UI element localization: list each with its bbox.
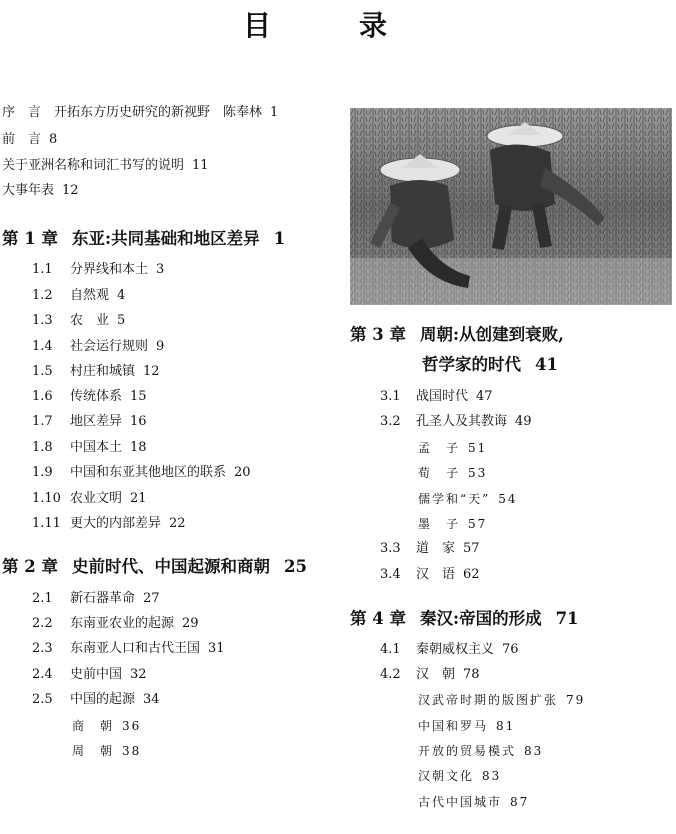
section-page: 15 [130, 389, 147, 404]
page-title: 目 录 [242, 9, 417, 42]
subsection-page: 81 [496, 719, 516, 733]
section-number: 2.1 [32, 591, 53, 606]
chapter-title: 东亚:共同基础和地区差异 [71, 229, 260, 248]
section-page: 3 [156, 262, 165, 277]
chapter-title: 秦汉:帝国的形成 [419, 609, 542, 628]
section-number: 3.4 [380, 567, 401, 582]
toc-section[interactable] [32, 364, 168, 380]
section-title: 地区差异 [70, 414, 123, 429]
toc-section[interactable] [380, 414, 540, 430]
toc-section[interactable] [32, 641, 233, 657]
toc-section[interactable] [32, 339, 172, 355]
section-number: 1.10 [32, 491, 61, 506]
toc-section[interactable] [32, 667, 155, 683]
toc-subsection[interactable] [418, 465, 495, 481]
toc-section[interactable] [32, 414, 155, 430]
toc-subsection[interactable] [418, 768, 509, 784]
section-page: 29 [182, 616, 199, 631]
subsection-page: 83 [524, 744, 544, 758]
toc-section[interactable] [380, 667, 488, 683]
toc-section[interactable] [380, 567, 488, 583]
section-title: 分界线和本土 [70, 262, 149, 277]
subsection-page: 87 [510, 795, 530, 809]
toc-section[interactable] [380, 541, 488, 557]
section-title: 秦朝威权主义 [416, 642, 495, 657]
toc-subsection[interactable] [418, 692, 593, 708]
section-title: 中国的起源 [70, 692, 136, 707]
chapter-number: 第 3 章 [350, 325, 406, 344]
subsection-title: 开放的贸易模式 [418, 744, 517, 758]
toc-section[interactable] [32, 288, 133, 304]
chapter-page: 41 [535, 355, 558, 374]
section-page: 12 [143, 364, 160, 379]
section-title: 新石器革命 [70, 591, 136, 606]
chapter-page: 1 [273, 229, 286, 248]
toc-subsection[interactable] [418, 743, 551, 759]
rice-planting-photo [350, 108, 672, 305]
subsection-page: 38 [122, 744, 142, 758]
chapter-3-heading-cont[interactable] [422, 355, 566, 375]
section-number: 1.5 [32, 364, 53, 379]
subsection-title: 孟 子 [418, 441, 461, 455]
subsection-title: 墨 子 [418, 517, 461, 531]
section-number: 3.2 [380, 414, 401, 429]
section-page: 27 [143, 591, 160, 606]
toc-entry-foreword[interactable] [2, 132, 65, 148]
section-title: 汉 语 [416, 567, 456, 582]
section-number: 1.3 [32, 313, 53, 328]
chapter-title-line1: 周朝:从创建到衰败, [419, 325, 564, 344]
subsection-title: 荀 子 [418, 466, 461, 480]
subsection-title: 汉朝文化 [418, 769, 475, 783]
toc-section[interactable] [32, 389, 155, 405]
entry-title: 大事年表 [2, 183, 55, 198]
section-number: 1.8 [32, 440, 53, 455]
section-number: 4.2 [380, 667, 401, 682]
section-page: 57 [463, 541, 480, 556]
toc-section[interactable] [32, 262, 172, 278]
subsection-page: 53 [468, 466, 488, 480]
section-title: 更大的内部差异 [70, 516, 162, 531]
section-page: 20 [234, 465, 251, 480]
section-title: 战国时代 [416, 389, 469, 404]
entry-title: 序 言 开拓东方历史研究的新视野 陈奉林 [2, 105, 263, 120]
subsection-page: 79 [566, 693, 586, 707]
chapter-4-heading[interactable] [350, 609, 587, 629]
chapter-number: 第 2 章 [2, 557, 58, 576]
section-title: 传统体系 [70, 389, 123, 404]
entry-page: 11 [192, 158, 209, 173]
toc-subsection[interactable] [418, 794, 537, 810]
toc-subsection[interactable] [418, 516, 495, 532]
toc-section[interactable] [32, 591, 168, 607]
subsection-title: 古代中国城市 [418, 795, 503, 809]
section-number: 1.4 [32, 339, 53, 354]
toc-entry-naming-note[interactable] [2, 158, 217, 174]
toc-subsection[interactable] [72, 743, 149, 759]
subsection-page: 36 [122, 719, 142, 733]
section-page: 62 [463, 567, 480, 582]
toc-section[interactable] [32, 440, 155, 456]
toc-section[interactable] [380, 642, 527, 658]
section-title: 孔圣人及其教诲 [416, 414, 508, 429]
section-page: 22 [169, 516, 186, 531]
toc-subsection[interactable] [418, 440, 495, 456]
toc-entry-chronology[interactable] [2, 183, 87, 199]
section-page: 21 [130, 491, 147, 506]
subsection-title: 汉武帝时期的版图扩张 [418, 693, 559, 707]
entry-title: 关于亚洲名称和词汇书写的说明 [2, 158, 185, 173]
section-title: 东南亚人口和古代王国 [70, 641, 201, 656]
chapter-number: 第 4 章 [350, 609, 406, 628]
subsection-title: 儒学和“天” [418, 492, 491, 506]
section-title: 汉 朝 [416, 667, 456, 682]
section-page: 16 [130, 414, 147, 429]
section-title: 农业文明 [70, 491, 123, 506]
toc-section[interactable] [32, 692, 168, 708]
subsection-title: 中国和罗马 [418, 719, 489, 733]
section-page: 4 [117, 288, 126, 303]
section-page: 5 [117, 313, 126, 328]
entry-page: 1 [270, 105, 279, 120]
section-title: 村庄和城镇 [70, 364, 136, 379]
section-page: 78 [463, 667, 480, 682]
subsection-page: 57 [468, 517, 488, 531]
section-number: 2.2 [32, 616, 53, 631]
subsection-page: 51 [468, 441, 488, 455]
entry-page: 12 [62, 183, 79, 198]
section-number: 3.1 [380, 389, 401, 404]
section-page: 76 [502, 642, 519, 657]
chapter-page: 71 [555, 609, 579, 628]
chapter-page: 25 [283, 557, 307, 576]
chapter-3-heading[interactable] [350, 325, 572, 345]
subsection-page: 54 [498, 492, 518, 506]
section-page: 32 [130, 667, 147, 682]
section-number: 1.1 [32, 262, 53, 277]
toc-section[interactable] [32, 491, 155, 507]
section-number: 2.3 [32, 641, 53, 656]
chapter-number: 第 1 章 [2, 229, 58, 248]
toc-section[interactable] [32, 465, 259, 481]
section-number: 2.4 [32, 667, 53, 682]
toc-subsection[interactable] [418, 718, 523, 734]
section-number: 1.7 [32, 414, 53, 429]
section-title: 道 家 [416, 541, 456, 556]
subsection-page: 83 [482, 769, 502, 783]
section-page: 47 [476, 389, 493, 404]
section-title: 中国和东亚其他地区的联系 [70, 465, 227, 480]
chapter-title-line2: 哲学家的时代 [422, 355, 521, 374]
section-title: 自然观 [70, 288, 110, 303]
section-title: 史前中国 [70, 667, 123, 682]
section-page: 31 [208, 641, 225, 656]
section-page: 18 [130, 440, 147, 455]
section-title: 中国本土 [70, 440, 123, 455]
section-title: 社会运行规则 [70, 339, 149, 354]
section-number: 3.3 [380, 541, 401, 556]
entry-title: 前 言 [2, 132, 42, 147]
section-number: 2.5 [32, 692, 53, 707]
chapter-1-heading[interactable] [2, 229, 293, 249]
toc-section[interactable] [32, 313, 133, 329]
section-number: 1.2 [32, 288, 53, 303]
section-title: 农 业 [70, 313, 110, 328]
toc-section[interactable] [32, 616, 207, 632]
chapter-title: 史前时代、中国起源和商朝 [71, 557, 270, 576]
section-number: 1.6 [32, 389, 53, 404]
section-page: 49 [515, 414, 532, 429]
subsection-title: 商 朝 [72, 719, 115, 733]
toc-section[interactable] [32, 516, 194, 532]
toc-subsection[interactable] [418, 491, 526, 507]
entry-page: 8 [49, 132, 58, 147]
section-page: 34 [143, 692, 160, 707]
toc-entry-preface[interactable] [2, 105, 286, 121]
chapter-2-heading[interactable] [2, 557, 315, 577]
section-number: 1.11 [32, 516, 61, 531]
section-number: 4.1 [380, 642, 401, 657]
subsection-title: 周 朝 [72, 744, 115, 758]
toc-section[interactable] [380, 389, 501, 405]
section-page: 9 [156, 339, 165, 354]
toc-subsection[interactable] [72, 718, 149, 734]
section-title: 东南亚农业的起源 [70, 616, 175, 631]
section-number: 1.9 [32, 465, 53, 480]
